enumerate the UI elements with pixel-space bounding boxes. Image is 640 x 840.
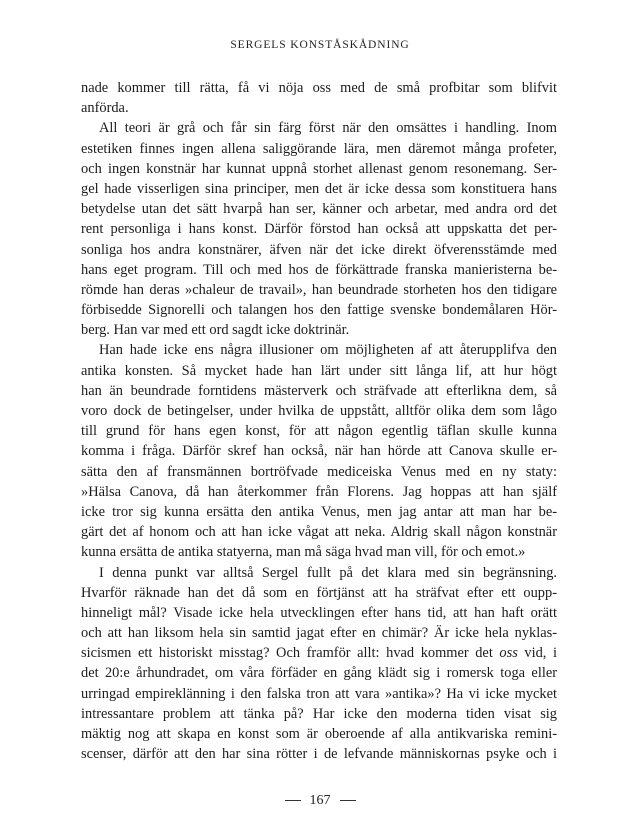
text-line: urringad empireklänning i den falska tron att vara »antika»? Ha vi icke mycket [81,685,557,702]
page-folio [0,793,640,809]
text-line: hans eget program. Till och med hos de förkättrade franska manieristerna be- [81,261,557,278]
text-line: gärt det af honom och att han icke vågat att neka. Aldrig skall någon konstnär [81,524,557,541]
text-line: gel hade visserligen sina principer, men det är icke dessa som konstituera hans [81,180,557,197]
folio-dash-right [340,800,356,801]
page-number: 167 [309,793,331,808]
text-line: antika konsten. Så mycket hade han lärt under sitt långa lif, att hur högt [81,362,557,379]
text-line: kunna ersätta de antika statyerna, man må säga hvad man vill, för och emot.» [81,544,526,561]
text-line: intressantare problem att tänka på? Har icke den moderna tiden visat sig [81,705,557,722]
text-line: komma i fråga. Därför skref han också, när han hörde att Canova skulle er- [81,443,557,460]
text-line: det 20:e århundradet, om våra förfäder en gång klädt sig i romersk toga eller [81,665,557,682]
text-line: Hvarför räknade han det då som en förtjänst att ha sträfvat efter ett oupp- [81,584,557,601]
folio-dash-left [285,800,301,801]
text-line: sonliga hos andra konstnärer, äfven när det icke direkt öfverensstämde med [81,241,557,258]
text-line: anförda. [81,100,129,117]
text-line: nade kommer till rätta, få vi nöja oss med de små profbitar som blifvit [81,80,557,96]
running-head: SERGELS KONSTÅSKÅDNING [230,39,410,51]
text-line: och att han liksom hela sin samtid jagat efter en chimär? Är icke hela nyklas- [81,625,557,642]
body-text [81,78,557,764]
text-line: I denna punkt var alltså Sergel fullt på det klara med sin begränsning. [99,564,557,581]
text-line: scenser, därför att den har sina rötter i de lefvande människornas psyke och i [81,746,557,763]
text-line: All teori är grå och får sin färg först när den omsättes i handling. Inom [99,120,557,137]
text-line: römde han deras »chaleur de travail», han beundrade storheten hos den tidigare [81,281,557,298]
text-line: rent personliga i hans konst. Därför förstod han också att uppskatta det per- [81,221,557,238]
text-line: och ingen konstnär har kunnat uppnå storhet allenast genom resonemang. Ser- [81,160,557,177]
text-line: till grund för hans egen konst, för att någon egentlig täflan skulle kunna [81,423,557,440]
text-line: han än beundrade forntidens mästerverk och sträfvade att efterlikna dem, så [81,382,557,399]
text-line: »Hälsa Canova, då han återkommer från Florens. Jag hoppas att han själf [81,483,557,500]
text-line: voro dock de betingelser, under hvilka de uppstått, alltför olika dem som lågo [81,403,557,419]
text-line: sicismen ett historiskt misstag? Och framför allt: hvad kommer det oss vid, i [81,645,557,662]
text-line: berg. Han var med ett ord sagdt icke doktrinär. [81,322,350,339]
text-line: förbisedde Signorelli och talangen hos den fattige svenske bondemålaren Hör- [81,302,557,319]
text-line: estetiken finnes ingen allena saliggörande lära, men däremot många profeter, [81,140,557,157]
text-line: icke tror sig kunna ersätta den antika Venus, men jag antar att man har be- [81,503,557,520]
text-line: mäktig nog att skapa en konst som är oberoende af alla antikvariska remini- [81,726,557,742]
text-line: hinneligt mål? Visade icke hela utvecklingen efter hans tid, att han haft orätt [81,604,557,621]
text-line: Han hade icke ens några illusioner om möjligheten af att återupplifva den [99,342,557,359]
text-line: betydelse utan det sätt hvarpå han ser, känner och arbetar, med andra ord det [81,201,557,218]
text-line: sätta den af fransmännen bortröfvade mediceiska Venus med en ny staty: [81,463,557,480]
